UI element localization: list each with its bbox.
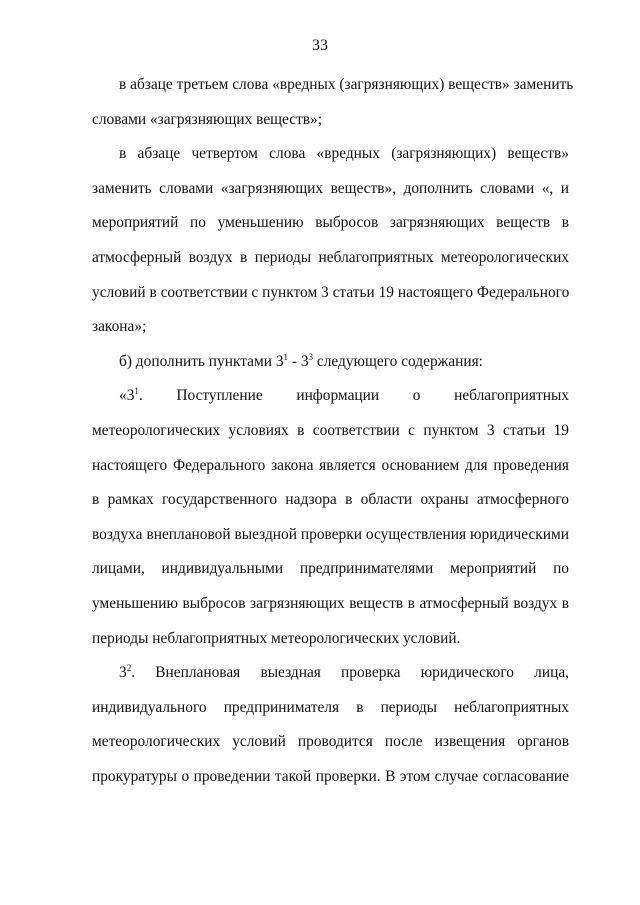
- line-text: «3: [119, 387, 135, 405]
- text-line: [92, 68, 574, 103]
- superscript: 1: [134, 386, 139, 397]
- text-line: [92, 345, 569, 380]
- text-line: [92, 552, 569, 587]
- text-line: [92, 414, 569, 449]
- line-text: метеорологических условий проводится после извещения органов: [92, 733, 569, 751]
- line-text: в рамках государственного надзора в области охраны атмосферного: [92, 491, 569, 509]
- text-line: [92, 241, 569, 276]
- text-line: [92, 518, 569, 553]
- page-number: 33: [312, 37, 328, 54]
- line-text: в абзаце третьем слова «вредных (загрязняющих) веществ» заменить: [119, 76, 574, 93]
- text-line: [92, 103, 569, 138]
- text-line: [92, 622, 569, 657]
- text-line: [92, 656, 569, 691]
- line-text: воздуха внеплановой выездной проверки осуществления юридическими: [92, 525, 569, 543]
- line-text: . Поступление информации о неблагоприятных: [138, 387, 569, 405]
- superscript: 3: [308, 351, 314, 362]
- line-text: атмосферный воздух в периоды неблагоприятных метеорологических: [92, 248, 569, 266]
- line-text: - 3: [288, 352, 309, 370]
- line-text: уменьшению выбросов загрязняющих веществ в атмосферный воздух в: [92, 594, 569, 612]
- text-line: [92, 691, 569, 726]
- line-text: метеорологических условиях в соответствии с пунктом 3 статьи 19: [92, 421, 569, 439]
- line-text: следующего содержания:: [313, 352, 483, 370]
- line-text: словами «загрязняющих веществ»;: [92, 110, 323, 128]
- line-text: закона»;: [92, 318, 147, 336]
- superscript: 1: [283, 351, 289, 362]
- line-text: заменить словами «загрязняющих веществ», дополнить словами «, и: [92, 179, 569, 197]
- text-line: [92, 379, 569, 414]
- line-text: мероприятий по уменьшению выбросов загрязняющих веществ в: [92, 214, 569, 232]
- line-text: индивидуального предпринимателя в периоды неблагоприятных: [92, 698, 569, 716]
- document-body: [92, 68, 574, 794]
- line-text: лицами, индивидуальными предпринимателями мероприятий по: [92, 560, 569, 578]
- line-text: . Внеплановая выездная проверка юридического лица,: [131, 664, 569, 682]
- superscript: 2: [126, 663, 132, 674]
- text-line: [92, 760, 569, 795]
- text-line: [92, 449, 569, 484]
- line-text: условий в соответствии с пунктом 3 статьи 19 настоящего Федерального: [92, 283, 570, 301]
- line-text: прокуратуры о проведении такой проверки. В этом случае согласование: [92, 767, 569, 785]
- text-line: [92, 137, 569, 172]
- text-line: [92, 483, 569, 518]
- line-text: б) дополнить пунктами 3: [119, 352, 284, 370]
- line-text: настоящего Федерального закона является основанием для проведения: [92, 456, 569, 474]
- text-line: [92, 172, 569, 207]
- text-line: [92, 206, 569, 241]
- line-text: 3: [119, 664, 127, 682]
- text-line: [92, 310, 569, 345]
- line-text: периоды неблагоприятных метеорологических условий.: [92, 629, 461, 647]
- text-line: [92, 587, 569, 622]
- text-line: [92, 725, 569, 760]
- text-line: [92, 276, 569, 311]
- line-text: в абзаце четвертом слова «вредных (загрязняющих) веществ»: [119, 145, 569, 163]
